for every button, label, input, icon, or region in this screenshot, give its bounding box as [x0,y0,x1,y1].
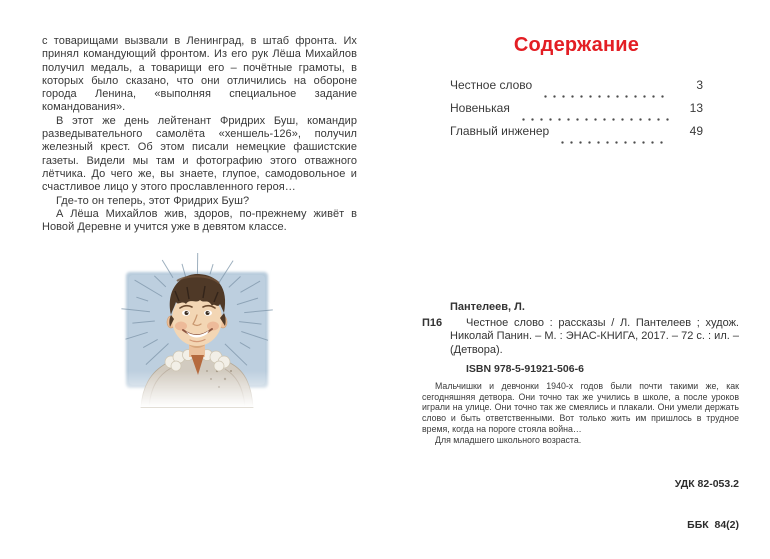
boy-portrait-illustration [119,267,277,407]
toc-dot-leader [541,78,669,98]
classification-codes [422,451,739,559]
story-paragraph: А Лёша Михайлов жив, здоров, по-прежнему живёт в Новой Деревне и учится уже в девятом классе. [42,208,357,235]
toc-entry-label: Честное слово [450,78,532,92]
toc-page-number: 3 [679,78,703,92]
annotation-text: Мальчишки и девчонки 1940-х годов были почти такими же, как сегодняшняя детвора. Они точно так же учились в школе, а после уроков играли на улице. Они точно так же смеялись и плакали. Они умели держать слово и быть ответственными. Вот только жить им пришлось в трудное время, когда на пороге стояла война… [422,381,739,435]
toc-entry-label: Новенькая [450,101,510,115]
bibliographic-entry [422,317,739,358]
toc-title: Содержание [450,34,703,57]
annotation [422,381,739,445]
author-line: Пантелеев, Л. [450,301,739,315]
bibliographic-record: Честное слово : рассказы / Л. Пантелеев ; худож. Николай Панин. – М. : ЭНАС-КНИГА, 2017. – 72 с. : ил. – (Детвора). [450,317,739,358]
toc-entry-label: Главный инженер [450,124,549,138]
story-paragraph: В этот же день лейтенант Фридрих Буш, командир разведывательного самолёта «хеншель-126», получил железный крест. Об этом писали немецкие фашистские газеты. Видели мы там и фотографию этого отважного лётчика. До чего же, вы знаете, глупое, самодовольное и счастливое лицо у этого прославленного героя… [42,115,357,195]
story-text [42,35,357,234]
toc-entry [450,78,703,101]
audience-note: Для младшего школьного возраста. [422,435,739,446]
table-of-contents [450,34,703,147]
toc-entry [450,124,703,147]
toc-page-number: 13 [679,101,703,115]
bbk-code: ББК 84(2) [422,519,739,533]
catalog-code: П16 [422,317,442,331]
story-paragraph: Где-то он теперь, этот Фридрих Буш? [42,195,357,208]
toc-entry [450,101,703,124]
imprint-block [422,301,739,559]
isbn-line: ISBN 978-5-91921-506-6 [466,363,739,375]
story-paragraph: с товарищами вызвали в Ленинград, в штаб фронта. Их принял командующий фронтом. Из его рук Лёша Михайлов получил медаль, а товарищи его – почётные грамоты, в которых было сказано, что они отличились на обороне города Ленина, «выполняя специальное задание командования». [42,35,357,115]
toc-page-number: 49 [679,124,703,138]
udk-code: УДК 82-053.2 [422,478,739,492]
toc-dot-leader [519,101,669,121]
toc-dot-leader [558,124,669,144]
